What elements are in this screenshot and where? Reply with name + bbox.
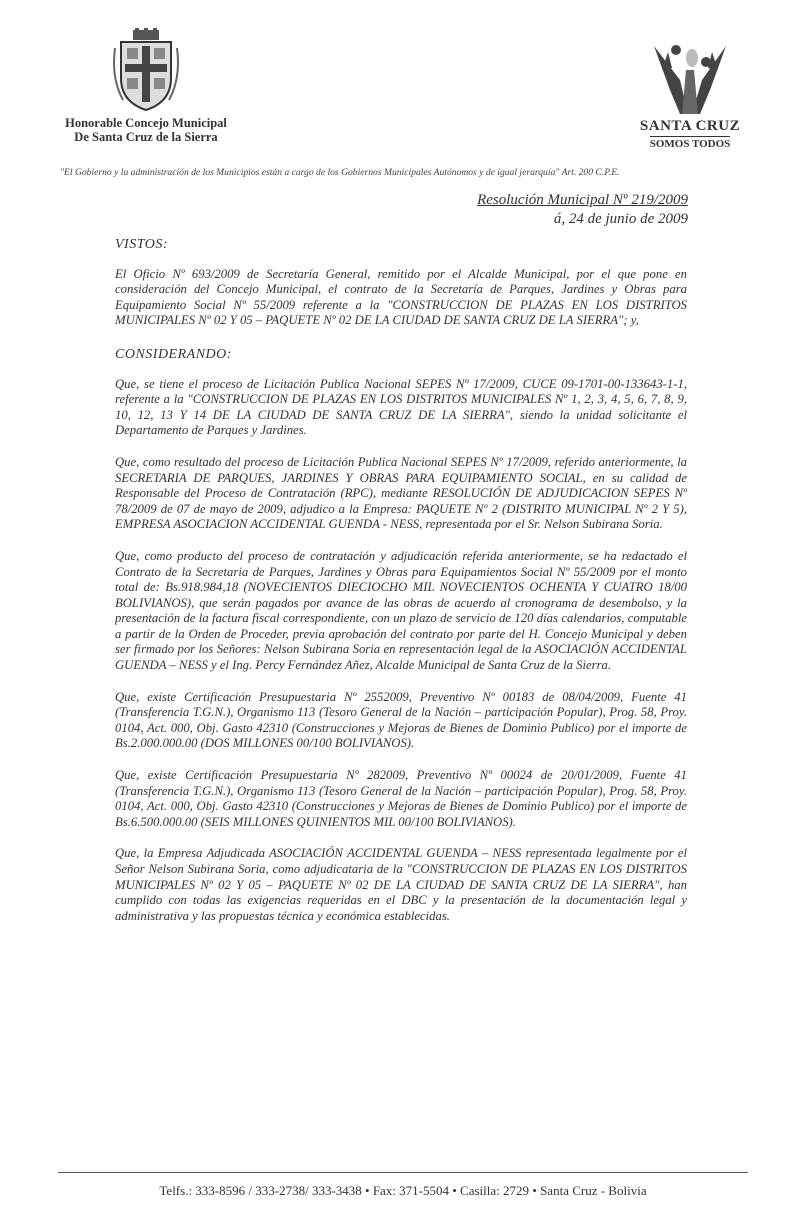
- considerando-paragraph: Que, como resultado del proceso de Licitación Publica Nacional SEPES Nº 17/2009, referido anteriormente, la SECRETARIA DE PARQUES, JARDINES Y OBRAS PARA EQUIPAMIENTO SOCIAL, en su calidad de Responsable del Proceso de Contratación (RPC), mediante RESOLUCIÓN DE ADJUDICACION SEPES Nº 78/2009 de 07 de mayo de 2009, adjudico a la Empresa: PAQUETE Nº 2 (DISTRITO MUNICIPAL Nº 2 Y 5), EMPRESA ASOCIACION ACCIDENTAL GUENDA - NESS, representada por el Sr. Nelson Subirana Soria.: [115, 454, 687, 532]
- logo-name: SANTA CRUZ: [639, 118, 741, 134]
- santa-cruz-logo: [630, 40, 750, 152]
- resolution-date: á, 24 de junio de 2009: [553, 211, 688, 227]
- contact-footer: Telfs.: 333-8596 / 333-2738/ 333-3438 • Fax: 371-5504 • Casilla: 2729 • Santa Cruz - Bolivia: [159, 1183, 647, 1198]
- council-name-line1: Honorable Concejo Municipal: [65, 116, 227, 130]
- considerando-paragraph: Que, la Empresa Adjudicada ASOCIACIÓN ACCIDENTAL GUENDA – NESS representada legalmente por el Señor Nelson Subirana Soria, como adjudicataria de la "CONSTRUCCION DE PLAZAS EN LOS DISTRITOS MUNICIPALES Nº 02 Y 05 – PAQUETE Nº 02 DE LA CIUDAD DE SANTA CRUZ DE LA SIERRA", han cumplido con todas las exigencias requeridas en el DBC y la presentación de la documentación legal y administrativa y las propuestas técnica y económica establecidas.: [115, 846, 687, 923]
- considerando-paragraph: Que, existe Certificación Presupuestaria Nº 2552009, Preventivo Nº 00183 de 08/04/2009, Fuente 41 (Transferencia T.G.N.), Organismo 113 (Tesoro General de la Nación – participación Popular), Prog. 58, Proy. 0104, Act. 000, Obj. Gasto 42310 (Construcciones y Mejoras de Bienes de Dominio Publico) por el importe de Bs.2.000.000.00 (DOS MILLONES 00/100 BOLIVIANOS).: [115, 689, 687, 751]
- footer-divider: [58, 1172, 748, 1173]
- vistos-heading: VISTOS:: [115, 237, 169, 252]
- coat-of-arms-icon: [111, 28, 181, 112]
- council-name-line2: De Santa Cruz de la Sierra: [74, 130, 218, 144]
- people-logo-icon: [640, 40, 740, 118]
- resolution-title: Resolución Municipal Nº 219/2009: [477, 192, 688, 208]
- vistos-paragraph: El Oficio Nº 693/2009 de Secretaría General, remitido por el Alcalde Municipal, por el que pone en consideración del Concejo Municipal, el contrato de la Secretaría de Parques, Jardines y Obras para Equipamiento Social Nº 55/2009 referente a la "CONSTRUCCION DE PLAZAS EN LOS DISTRITOS MUNICIPALES Nº 02 Y 05 – PAQUETE Nº 02 DE LA CIUDAD DE SANTA CRUZ DE LA SIERRA"; y,: [115, 266, 687, 328]
- logo-slogan: SOMOS TODOS: [649, 138, 731, 150]
- document-body: [115, 237, 687, 940]
- considerando-paragraph: Que, como producto del proceso de contratación y adjudicación referida anteriormente, se ha redactado el Contrato de la Secretaria de Parques, Jardines y Obras para Equipamientos Social Nº 55/2009 por el monto total de: Bs.918.984,18 (NOVECIENTOS DIECIOCHO MIL NOVECIENTOS OCHENTA Y CUATRO 18/00 BOLIVIANOS), que serán pagados por avance de las obras de acuerdo al cronograma de desembolso, y la presentación de la factura fiscal correspondiente, con un plazo de servicio de 120 días calendarios, computable a partir de la Orden de Proceder, previa aprobación del contrato por parte del H. Concejo Municipal y deben ser firmado por los Señores: Nelson Subirana Soria en representación legal de la ASOCIACIÓN ACCIDENTAL GUENDA – NESS y el Ing. Percy Fernández Añez, Alcalde Municipal de Santa Cruz de la Sierra.: [115, 548, 687, 673]
- constitution-quote: "El Gobierno y la administración de los Municipios están a cargo de los Gobiernos Municipales Autónomos y de igual jerarquía" Art. 200 C.P.E.: [60, 167, 620, 178]
- considerando-paragraph: Que, se tiene el proceso de Licitación Publica Nacional SEPES Nº 17/2009, CUCE 09-1701-00-133643-1-1, referente a la "CONSTRUCCION DE PLAZAS EN LOS DISTRITOS MUNICIPALES Nº 1, 2, 3, 4, 5, 6, 7, 8, 9, 10, 12, 13 Y 14 DE LA CIUDAD DE SANTA CRUZ DE LA SIERRA", siendo la unidad solicitante el Departamento de Parques y Jardines.: [115, 376, 687, 438]
- considerando-paragraph: Que, existe Certificación Presupuestaria Nº 282009, Preventivo Nº 00024 de 20/01/2009, Fuente 41 (Transferencia T.G.N.), Organismo 113 (Tesoro General de la Nación – participación Popular), Prog. 58, Proy. 0104, Act. 000, Obj. Gasto 42310 (Construcciones y Mejoras de Bienes de Dominio Publico) por el importe de Bs.6.500.000.00 (SEIS MILLONES QUINIENTOS MIL 00/100 BOLIVIANOS).: [115, 768, 687, 829]
- council-header: [46, 28, 246, 144]
- considerando-heading: CONSIDERANDO:: [115, 346, 232, 362]
